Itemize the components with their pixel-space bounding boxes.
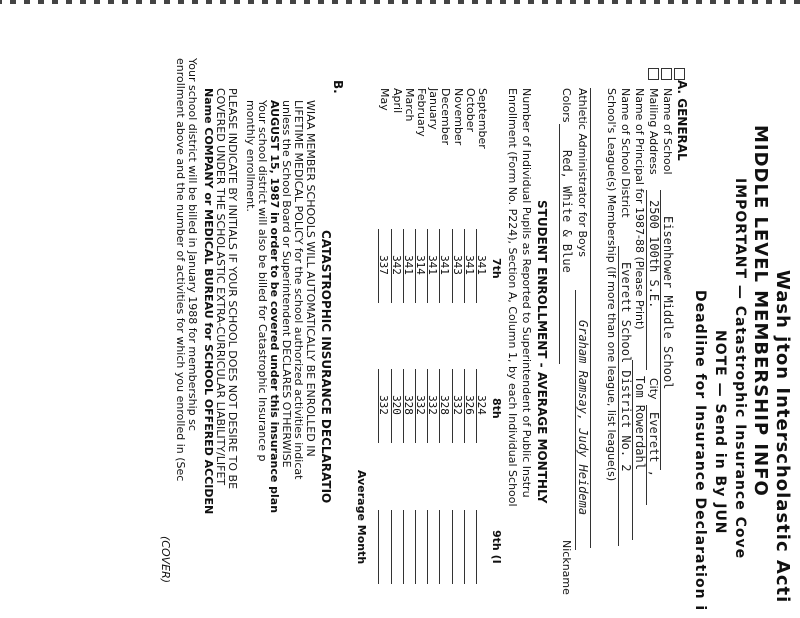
declaration-line-6: monthly enrollment. [244, 100, 257, 212]
declaration-line-8: COVERED UNDER THE SCHOLASTIC EXTRA-CURRICULAR LIABILITY/LIFET [214, 88, 227, 486]
enrollment-desc-2: Enrollment (Form No. P224), Section A, Column 1, by each Individual School [506, 88, 519, 507]
grade7-enrollment: 341 [462, 255, 476, 275]
doc-title-line2: MIDDLE LEVEL MEMBERSHIP INFO [750, 125, 771, 497]
declaration-line-4: AUGUST 15, 1987 in order to be covered under this insurance plan [268, 100, 281, 514]
month-label: March [402, 88, 416, 122]
cover-note: (COVER) [159, 536, 172, 584]
colors-label: Colors [560, 88, 573, 123]
grade7-enrollment: 314 [414, 255, 427, 275]
month-label: February [415, 88, 428, 137]
grade8-enrollment: 328 [438, 395, 452, 415]
grade8-enrollment: 332 [450, 395, 464, 415]
grade7-enrollment: 337 [377, 255, 391, 275]
athletic-admin-value: Graham Ramsay, Judy Heidema [576, 320, 590, 516]
section-b-heading: B. [331, 80, 345, 94]
billing-line-1: Your school district will be billed in January 1988 for membership sc [186, 58, 199, 431]
school-name-value: Eisenhower Middle School [661, 216, 675, 390]
office-check-box [661, 68, 672, 80]
principal-label: Name of Principal for 1987-88 (Please Print) [633, 88, 646, 330]
month-label: October [463, 88, 477, 133]
school-name-label: Name of School [661, 88, 674, 175]
grade8-enrollment: 324 [475, 395, 488, 415]
average-monthly-label: Average Month [355, 470, 368, 565]
district-label: Name of School District [619, 88, 632, 218]
city-value: Everett , [647, 412, 661, 478]
nickname-label: Nickname [560, 540, 573, 595]
district-value: Everett School District No. 2 [619, 262, 633, 472]
declaration-line-1: WIAA MEMBER SCHOOLS WILL AUTOMATICALLY BE ENROLLED IN [304, 100, 317, 457]
section-a-heading: A. GENERAL [675, 80, 689, 161]
grade7-enrollment: 343 [450, 255, 464, 275]
mailing-address-value: 2500 100th S.E. [647, 200, 661, 309]
grade7-enrollment: 341 [401, 255, 415, 275]
month-label: December [439, 88, 453, 146]
declaration-line-3: unless the School Board or Superintendent DECLARES OTHERWISE [280, 100, 293, 468]
punch-hole-edge [0, 0, 800, 4]
office-check-box [648, 68, 659, 80]
month-label: April [390, 88, 404, 114]
athletic-admin-label: Athletic Administrator for Boys [576, 88, 589, 257]
grade8-enrollment: 332 [414, 395, 427, 415]
doc-title-line5: Deadline for Insurance Declaration i [692, 290, 708, 612]
grade8-enrollment: 320 [389, 395, 403, 415]
declaration-line-9: Name COMPANY or MEDICAL BUREAU for SCHOOL OFFERED ACCIDEN [202, 88, 215, 515]
city-label: City [647, 378, 660, 400]
doc-title-line3: IMPORTANT — Catastrophic Insurance Cove [732, 178, 748, 560]
month-label: May [378, 88, 392, 111]
league-label: School's League(s) Membership (If more than one league, list league(s) [605, 88, 618, 482]
doc-title-line1: Wash jton Interscholastic Acti [772, 270, 793, 604]
month-label: January [427, 88, 441, 130]
grade7-enrollment: 341 [438, 255, 452, 275]
billing-line-2: enrollment above and the number of activities for which you enrolled in (Sec [174, 58, 187, 482]
col-header-8th: 8th [490, 398, 503, 419]
principal-value: Tom Rowerdahl [633, 376, 647, 470]
grade8-enrollment: 326 [462, 395, 476, 415]
doc-title-line4: NOTE — Send in By JUN [712, 330, 728, 535]
section-b-subheading: CATASTROPHIC INSURANCE DECLARATIO [319, 230, 333, 504]
grade7-enrollment: 341 [426, 255, 440, 275]
declaration-line-5: Your school district will also be billed for Catastrophic Insurance p [256, 100, 269, 462]
declaration-line-7: PLEASE INDICATE BY INITIALS IF YOUR SCHOOL DOES NOT DESIRE TO BE [226, 88, 239, 490]
grade8-enrollment: 332 [426, 395, 440, 415]
grade8-enrollment: 332 [377, 395, 391, 415]
colors-value: Red, White & Blue [560, 150, 574, 273]
enrollment-desc-1: Number of Individual Pupils as Reported to Superintendent of Public Instru [520, 88, 533, 498]
grade7-enrollment: 342 [389, 255, 403, 275]
month-label: September [476, 88, 489, 149]
col-header-7th: 7th [490, 258, 503, 279]
col-header-9th: 9th (I [490, 530, 503, 564]
grade7-enrollment: 341 [475, 255, 488, 275]
declaration-line-2: LIFETIME MEDICAL POLICY for the school authorized activities indicat [292, 100, 305, 480]
mailing-address-label: Mailing Address [647, 88, 660, 175]
grade8-enrollment: 328 [401, 395, 415, 415]
enrollment-heading: STUDENT ENROLLMENT - AVERAGE MONTHLY [535, 200, 549, 504]
month-label: November [451, 88, 465, 146]
office-check-box [674, 68, 685, 80]
